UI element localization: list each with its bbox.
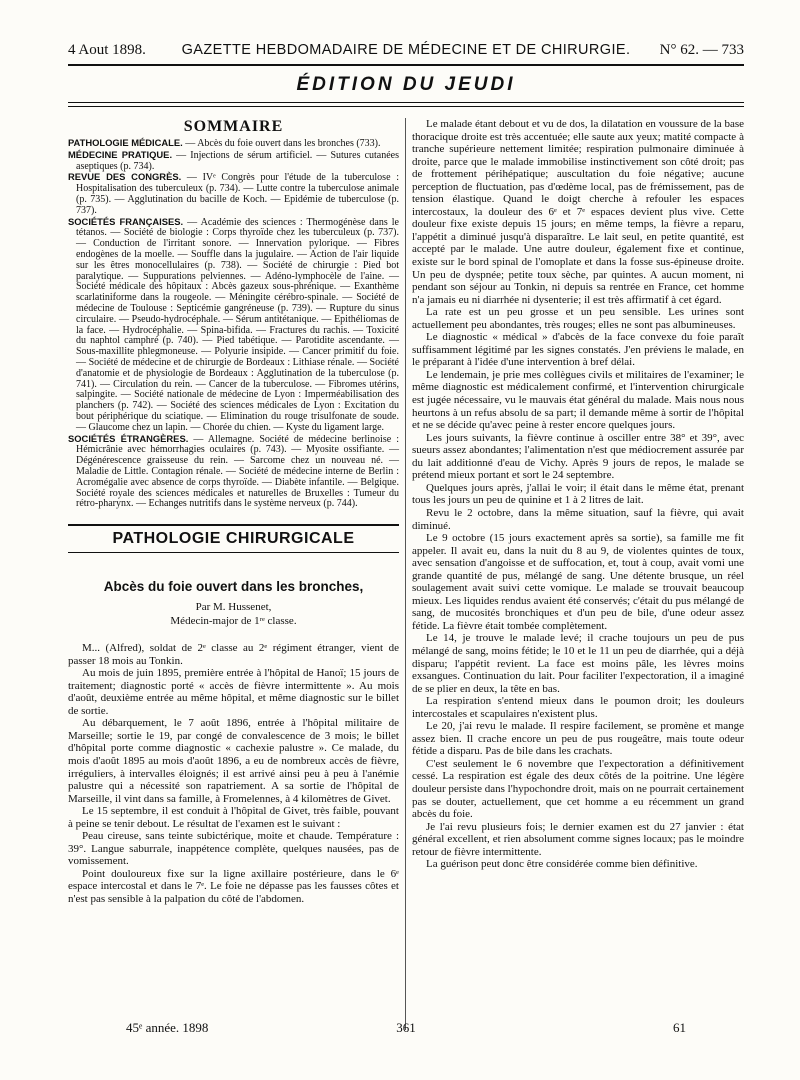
article-author-role: Médecin-major de 1ʳᵉ classe. <box>170 615 297 628</box>
column-divider <box>405 118 406 1030</box>
header-date: 4 Aout 1898. <box>68 42 146 58</box>
edition-banner: ÉDITION DU JEUDI <box>296 74 516 95</box>
paragraph: M... (Alfred), soldat de 2ᵉ classe au 2ᵉ régiment étranger, vient de passer 18 mois au Tonkin. <box>68 642 399 667</box>
paragraph: Je l'ai revu plusieurs fois; le dernier examen est du 27 janvier : état général excellent, et rien absolument comme signes locaux; pas le moindre retour de fièvre intermittente. <box>412 820 744 858</box>
left-column <box>68 118 399 906</box>
paragraph: La guérison peut donc être considérée comme bien définitive. <box>426 858 698 871</box>
sommaire-item <box>68 217 399 434</box>
paragraph: Le 14, je trouve le malade levé; il crache toujours un peu de pus mélangé de sang, moins fétide; le 10 et le 11 un peu de diarrhée, qui a déjà disparu; l'appétit revient. La face est moins pâle, les lèvres moins exsangues. Continuation du lait. Pour faciliter l'expectoration, il a imaginé de se plier en deux, la tête en bas. <box>412 632 744 695</box>
footer-page: 361 <box>396 1020 416 1035</box>
header-issue-number: N° 62. — 733 <box>659 42 744 58</box>
paragraph: Point douloureux fixe sur la ligne axillaire postérieure, dans le 6ᵉ espace intercostal et dans le 7ᵉ. Le foie ne dépasse pas les fausses côtes et n'est pas sensible à la palpation du côté de l'abdomen. <box>68 867 399 906</box>
article-author: Par M. Hussenet, <box>195 601 272 614</box>
running-header <box>68 42 744 62</box>
sommaire-item-head: REVUE DES CONGRÈS. <box>68 171 182 183</box>
paragraph: Le 9 octobre (15 jours exactement après sa sortie), sa famille me fit appeler. Il avait eu, dans la nuit du 8 au 9, de violentes quintes de toux, avec sensation d'angoisse et de suffocation, et, tout à coup, avait vomi une grande quantité de pus, mélangé de sang. Une détente brusque, un réel soulagement avait suivi cette vomique. Le malade se trouvait beaucoup mieux. Les liquides rendus avaient été conservés; c'était du pus mélangé de sang, de mucosités bronchiques et d'un peu de bile, d'une odeur assez fétide. La fièvre était tombée complètement. <box>412 532 744 632</box>
sommaire-item-text: — Abcès du foie ouvert dans les bronches (733). <box>182 138 381 149</box>
page-footer <box>68 1020 744 1038</box>
sommaire-item <box>68 172 399 216</box>
paragraph: Au débarquement, le 7 août 1896, entrée à l'hôpital militaire de Marseille; sortie le 19, par congé de convalescence de 3 mois; le billet d'hôpital porte comme diagnostic « cachexie palustre ». Ce malade, du mois d'août 1895 au mois d'août 1896, a eu de nombreux accès de fièvre, irréguliers, à intervalles éloignés; il est arrivé ainsi peu à peu à l'anémie palustre qui a nécessité son rapatriement. A sa sortie de l'hôpital de Marseille, il vint dans sa famille, à Fromelennes, à 4 kilomètres de Givet. <box>68 717 399 805</box>
paragraph: C'est seulement le 6 novembre que l'expectoration a définitivement cessé. La respiration est égale des deux côtés de la poitrine. Une légère douleur persiste dans l'hypochondre droit, mais on ne pourrait certainement pas se douter, actuellement, que cet homme a eu récemment un grand abcès du foie. <box>412 757 744 821</box>
footer-year: 45ᵉ année. 1898 <box>126 1020 209 1035</box>
sommaire-item-head: PATHOLOGIE MÉDICALE. <box>68 137 183 148</box>
article-body-right <box>412 118 744 871</box>
sommaire-title: SOMMAIRE <box>183 118 284 135</box>
paragraph: Le malade étant debout et vu de dos, la dilatation en voussure de la base thoracique droite est très accentuée; elle saute aux yeux; matité compacte à tranche supérieure nettement limitée; respiration pulmonaire diminuée à droite, parce que le malade immobilise instinctivement son côté droit; pas de frottement périhépatique; auscultation du foie négative; aucune perception de fluctuation, pas d'œdème local, pas de frémissement, pas de tension élastique. Quand le doigt cherche à refouler les espaces intercostaux, la douleur des 6ᵉ et 7ᵉ espaces devient plus vive. Cette douleur fixe existe depuis 15 jours; en même temps, la fièvre a reparu, l'appétit a diminué jusqu'à disparaître. Le lait seul, en petite quantité, est accepté par le malade. Une autre douleur, également fixe et continue, existe sur le bord spinal de l'omoplate et dans la fosse sus-épineuse droite. Un peu de dyspnée; petite toux sèche, par quintes. A aucun moment, ni pendant son séjour au Tonkin, ni depuis sa rentrée en France, cet homme n'a jamais eu ni diarrhée ni dysenterie; il est très affirmatif à cet égard. <box>412 118 744 306</box>
paragraph: Peau cireuse, sans teinte subictérique, moite et chaude. Température : 39°. Langue saburrale, inappétence complète, quelques nausées, pas de vomissement. <box>68 830 399 868</box>
sommaire-item-text: — Allemagne. Société de médecine berlinoise : Hémicrânie avec hémorrhagies oculaires (p. 743). — Myosite ossifiante. — Dégénérescence graisseuse du rein. — Sarcome chez un nouveau né. — Maladie de Little. Contagion rénale. — Société de médecine interne de Berlin : Acromégalie avec absence de corps thyroïde. — Diabète infantile. — Belgique. Société royale des sciences médicales et naturelles de Bruxelles : Tumeur du rétro-pharynx. — Echanges nutritifs dans le système nerveux (p. 744). <box>76 433 399 510</box>
paragraph: La respiration s'entend mieux dans le poumon droit; les douleurs intercostales et scapulaires n'existent plus. <box>412 695 744 720</box>
sommaire-item <box>68 150 399 173</box>
header-rule <box>68 64 744 66</box>
paragraph: Les jours suivants, la fièvre continue à osciller entre 38° et 39°, avec sueurs assez abondantes; l'alimentation n'est que médiocrement assurée par du lait additionné d'eau de Vichy. Après 9 jours de repos, le malade se prétend mieux portant et sort le 24 septembre. <box>412 431 744 482</box>
sommaire-item-text: — Académie des sciences : Thermogénèse dans le tétanos. — Société de biologie : Corps thyroïde chez les tuberculeux (p. 737). — Conduction de l'irritant sonore. — Innervation pylorique. — Fibres endogènes de la moelle. — Souffle dans la jugulaire. — Action de l'air liquide sur les êtres monocellulaires (p. 738). — Société de chirurgie : Pied bot paralytique. — Suppurations pelviennes. — Adéno-lymphocèle de l'aine. — Société médicale des hôpitaux : Abcès gazeux sous-phrénique. — Exanthème scarlatiniforme dans la rougeole. — Méningite cérébro-spinale. — Société de médecine de Toulouse : Septicémie gangréneuse (p. 739). — Rupture du sinus circulaire. — Pseudo-hydrocéphale. — Sérum antitétanique. — Epithéliomas de la face. — Hydrocéphalie. — Spina-bifida. — Fractures du rachis. — Toxicité du naphtol camphré (p. 740). — Pied tabétique. — Parotidite ascendante. — Sous-maxillite phlegmoneuse. — Polyurie insipide. — Cancer primitif du foie. — Société de médecine et de chirurgie de Bordeaux : Lithiase rénale. — Société d'anatomie et de physiologie de Bordeaux : Agglutination de la tuberculose (p. 741). — Circulation du rein. — Cancer de la tuberculose. — Fibromes utérins, salpingite. — Société nationale de médecine de Lyon : Imperméabilisation des planchers (p. 742). — Société des sciences médicales de Lyon : Excitation du bout périphérique du sciatique. — Elimination du rouge trisulfonate de soude. — Glaucome chez un lapin. — Chorée du chien. — Kyste du ligament large. <box>76 216 399 433</box>
sommaire-list <box>68 138 399 510</box>
article-body-left <box>68 642 399 905</box>
edition-double-rule <box>68 102 744 107</box>
article-title: Abcès du foie ouvert dans les bronches, <box>103 579 364 595</box>
paragraph: Le diagnostic « médical » d'abcès de la face convexe du foie paraît suffisamment légitimé par les signes constatés. J'en préviens le malade, en le préparant à l'idée d'une intervention à bref délai. <box>412 331 744 369</box>
paragraph: Au mois de juin 1895, première entrée à l'hôpital de Hanoï; 15 jours de traitement; diagnostic porté « accès de fièvre intermittente ». Au mois d'août, deuxième entrée au même hôpital, et même diagnostic sur le billet de sortie. <box>68 667 399 717</box>
paragraph: La rate est un peu grosse et un peu sensible. Les urines sont actuellement peu abondantes, très rouges; elles ne sont pas albumineuses. <box>412 306 744 331</box>
sommaire-item-text: — Injections de sérum artificiel. — Sutures cutanées aseptiques (p. 734). <box>76 149 399 172</box>
footer-number: 61 <box>673 1020 686 1035</box>
sommaire-item-head: MÉDECINE PRATIQUE. <box>68 148 173 160</box>
sommaire-item-text: — IVᵉ Congrès pour l'étude de la tuberculose : Hospitalisation des tuberculeux (p. 734). — Lutte contre la tuberculose animale (p. 735). — Agglutination du bacille de Koch. — Epidémie de tuberculose (p. 737). <box>76 172 399 216</box>
paragraph: Le 20, j'ai revu le malade. Il respire facilement, se promène et mange assez bien. Il crache encore un peu de pus rougeâtre, mais toute odeur fétide a disparu. Pas de bile dans les crachats. <box>412 720 744 758</box>
right-column <box>412 118 744 871</box>
sommaire-item <box>68 434 399 511</box>
paragraph: Revu le 2 octobre, dans la même situation, sauf la fièvre, qui avait diminué. <box>412 506 744 532</box>
paragraph: Le lendemain, je prie mes collègues civils et militaires de l'examiner; le même diagnostic est médicalement confirmé, et l'intervention chirurgicale est jugée nécessaire, vu le mauvais état général du malade. Mais nous nous heurtons à un refus absolu de sa part; il demande même à sortir de l'hôpital et ne se décide qu'avec peine à rester encore quelques jours. <box>412 368 744 432</box>
header-journal-title: GAZETTE HEBDOMADAIRE DE MÉDECINE ET DE CHIRURGIE. <box>181 42 631 58</box>
paragraph: Le 15 septembre, il est conduit à l'hôpital de Givet, très faible, pouvant à peine se tenir debout. Le résultat de l'examen est le suivant : <box>68 805 399 830</box>
section-heading: PATHOLOGIE CHIRURGICALE <box>68 524 399 553</box>
sommaire-item-head: SOCIÉTÉS FRANÇAISES. <box>68 215 184 227</box>
paragraph: Quelques jours après, j'allai le voir; il était dans le même état, prenant tous les jours un peu de quinine et 1 à 2 litres de lait. <box>412 481 744 507</box>
sommaire-item-head: SOCIÉTÉS ÉTRANGÈRES. <box>68 432 189 444</box>
